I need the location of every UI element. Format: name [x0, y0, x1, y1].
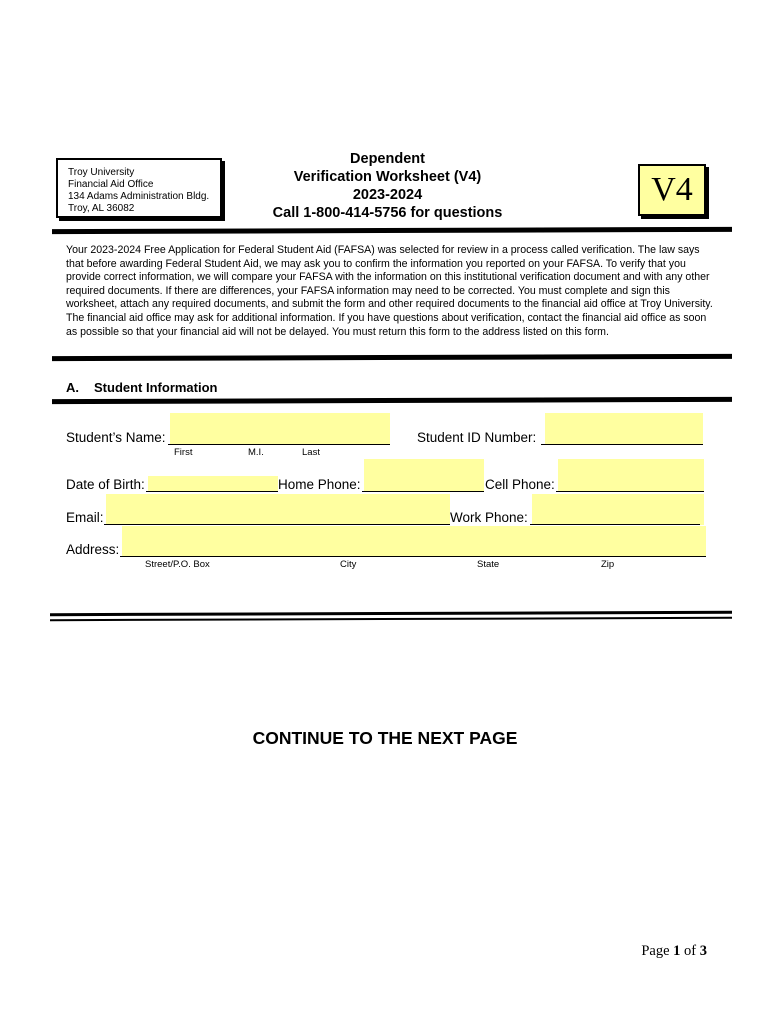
- worksheet-badge: V4: [638, 164, 706, 216]
- last-name-caption: Last: [302, 447, 320, 458]
- page-current: 1: [673, 943, 681, 959]
- address-field[interactable]: [122, 526, 706, 557]
- dob-underline: [146, 491, 278, 492]
- email-label: Email:: [66, 510, 104, 525]
- state-caption: State: [477, 559, 500, 570]
- divider-section-end: [50, 611, 732, 621]
- dob-label: Date of Birth:: [66, 477, 145, 492]
- cell-phone-field[interactable]: [558, 459, 704, 492]
- student-id-field[interactable]: [545, 413, 703, 445]
- work-phone-label: Work Phone:: [450, 510, 528, 525]
- city-caption: City: [340, 559, 357, 570]
- title-line-dependent: Dependent: [350, 151, 425, 167]
- student-name-label: Student’s Name:: [66, 430, 166, 445]
- office-name: Troy University: [68, 167, 135, 178]
- divider-section-a: [52, 397, 732, 404]
- form-title: [250, 150, 525, 222]
- title-line-year: 2023-2024: [352, 187, 423, 203]
- first-name-caption: First: [174, 447, 193, 458]
- office-department: Financial Aid Office: [68, 179, 154, 190]
- middle-initial-caption: M.I.: [248, 447, 264, 458]
- title-line-phone: Call 1-800-414-5756 for questions: [272, 205, 503, 221]
- zip-caption: Zip: [601, 559, 615, 570]
- student-name-field[interactable]: [170, 413, 390, 445]
- student-id-underline: [541, 444, 703, 445]
- address-underline: [120, 556, 706, 557]
- office-address-box: [56, 158, 222, 218]
- section-a-heading: Student Information: [94, 380, 218, 395]
- student-name-underline: [168, 444, 390, 445]
- title-line-worksheet: Verification Worksheet (V4): [293, 169, 482, 185]
- page-of: of: [684, 943, 697, 959]
- cell-phone-underline: [556, 491, 704, 492]
- home-phone-field[interactable]: [364, 459, 484, 492]
- page-number: [641, 943, 707, 960]
- page-prefix: Page: [641, 943, 670, 959]
- section-a-title: [66, 380, 218, 395]
- section-a-letter: A.: [66, 380, 79, 395]
- email-field[interactable]: [106, 494, 450, 525]
- intro-paragraph: Your 2023-2024 Free Application for Federal Student Aid (FAFSA) was selected for review in a process called verification. The law says that before awarding Federal Student Aid, we may ask you to confirm the information you reported on your FAFSA. To verify that you provide correct information, we will compare your FAFSA with the information on this institutional verification document and with any other required documents. If there are differences, your FAFSA information may need to be corrected. You must complete and sign this worksheet, attach any required documents, and submit the form and other required documents to the financial aid office at Troy University. The financial aid office may ask for additional information. If you have questions about verification, contact the financial aid office as soon as possible so that your financial aid will not be delayed. You must return this form to the address listed on this form.: [66, 244, 713, 338]
- dob-field[interactable]: [148, 476, 278, 492]
- page-total: 3: [699, 943, 707, 959]
- address-label: Address:: [66, 542, 120, 557]
- email-underline: [104, 524, 450, 525]
- street-caption: Street/P.O. Box: [145, 559, 210, 570]
- work-phone-underline: [530, 524, 700, 525]
- office-street: 134 Adams Administration Bldg.: [68, 191, 210, 202]
- office-city: Troy, AL 36082: [68, 203, 135, 214]
- work-phone-field[interactable]: [532, 494, 704, 525]
- cell-phone-label: Cell Phone:: [485, 477, 555, 492]
- divider-top: [52, 227, 732, 234]
- continue-notice: CONTINUE TO THE NEXT PAGE: [252, 728, 518, 748]
- home-phone-label: Home Phone:: [278, 477, 361, 492]
- divider-intro: [52, 354, 732, 361]
- student-id-label: Student ID Number:: [417, 430, 537, 445]
- home-phone-underline: [362, 491, 484, 492]
